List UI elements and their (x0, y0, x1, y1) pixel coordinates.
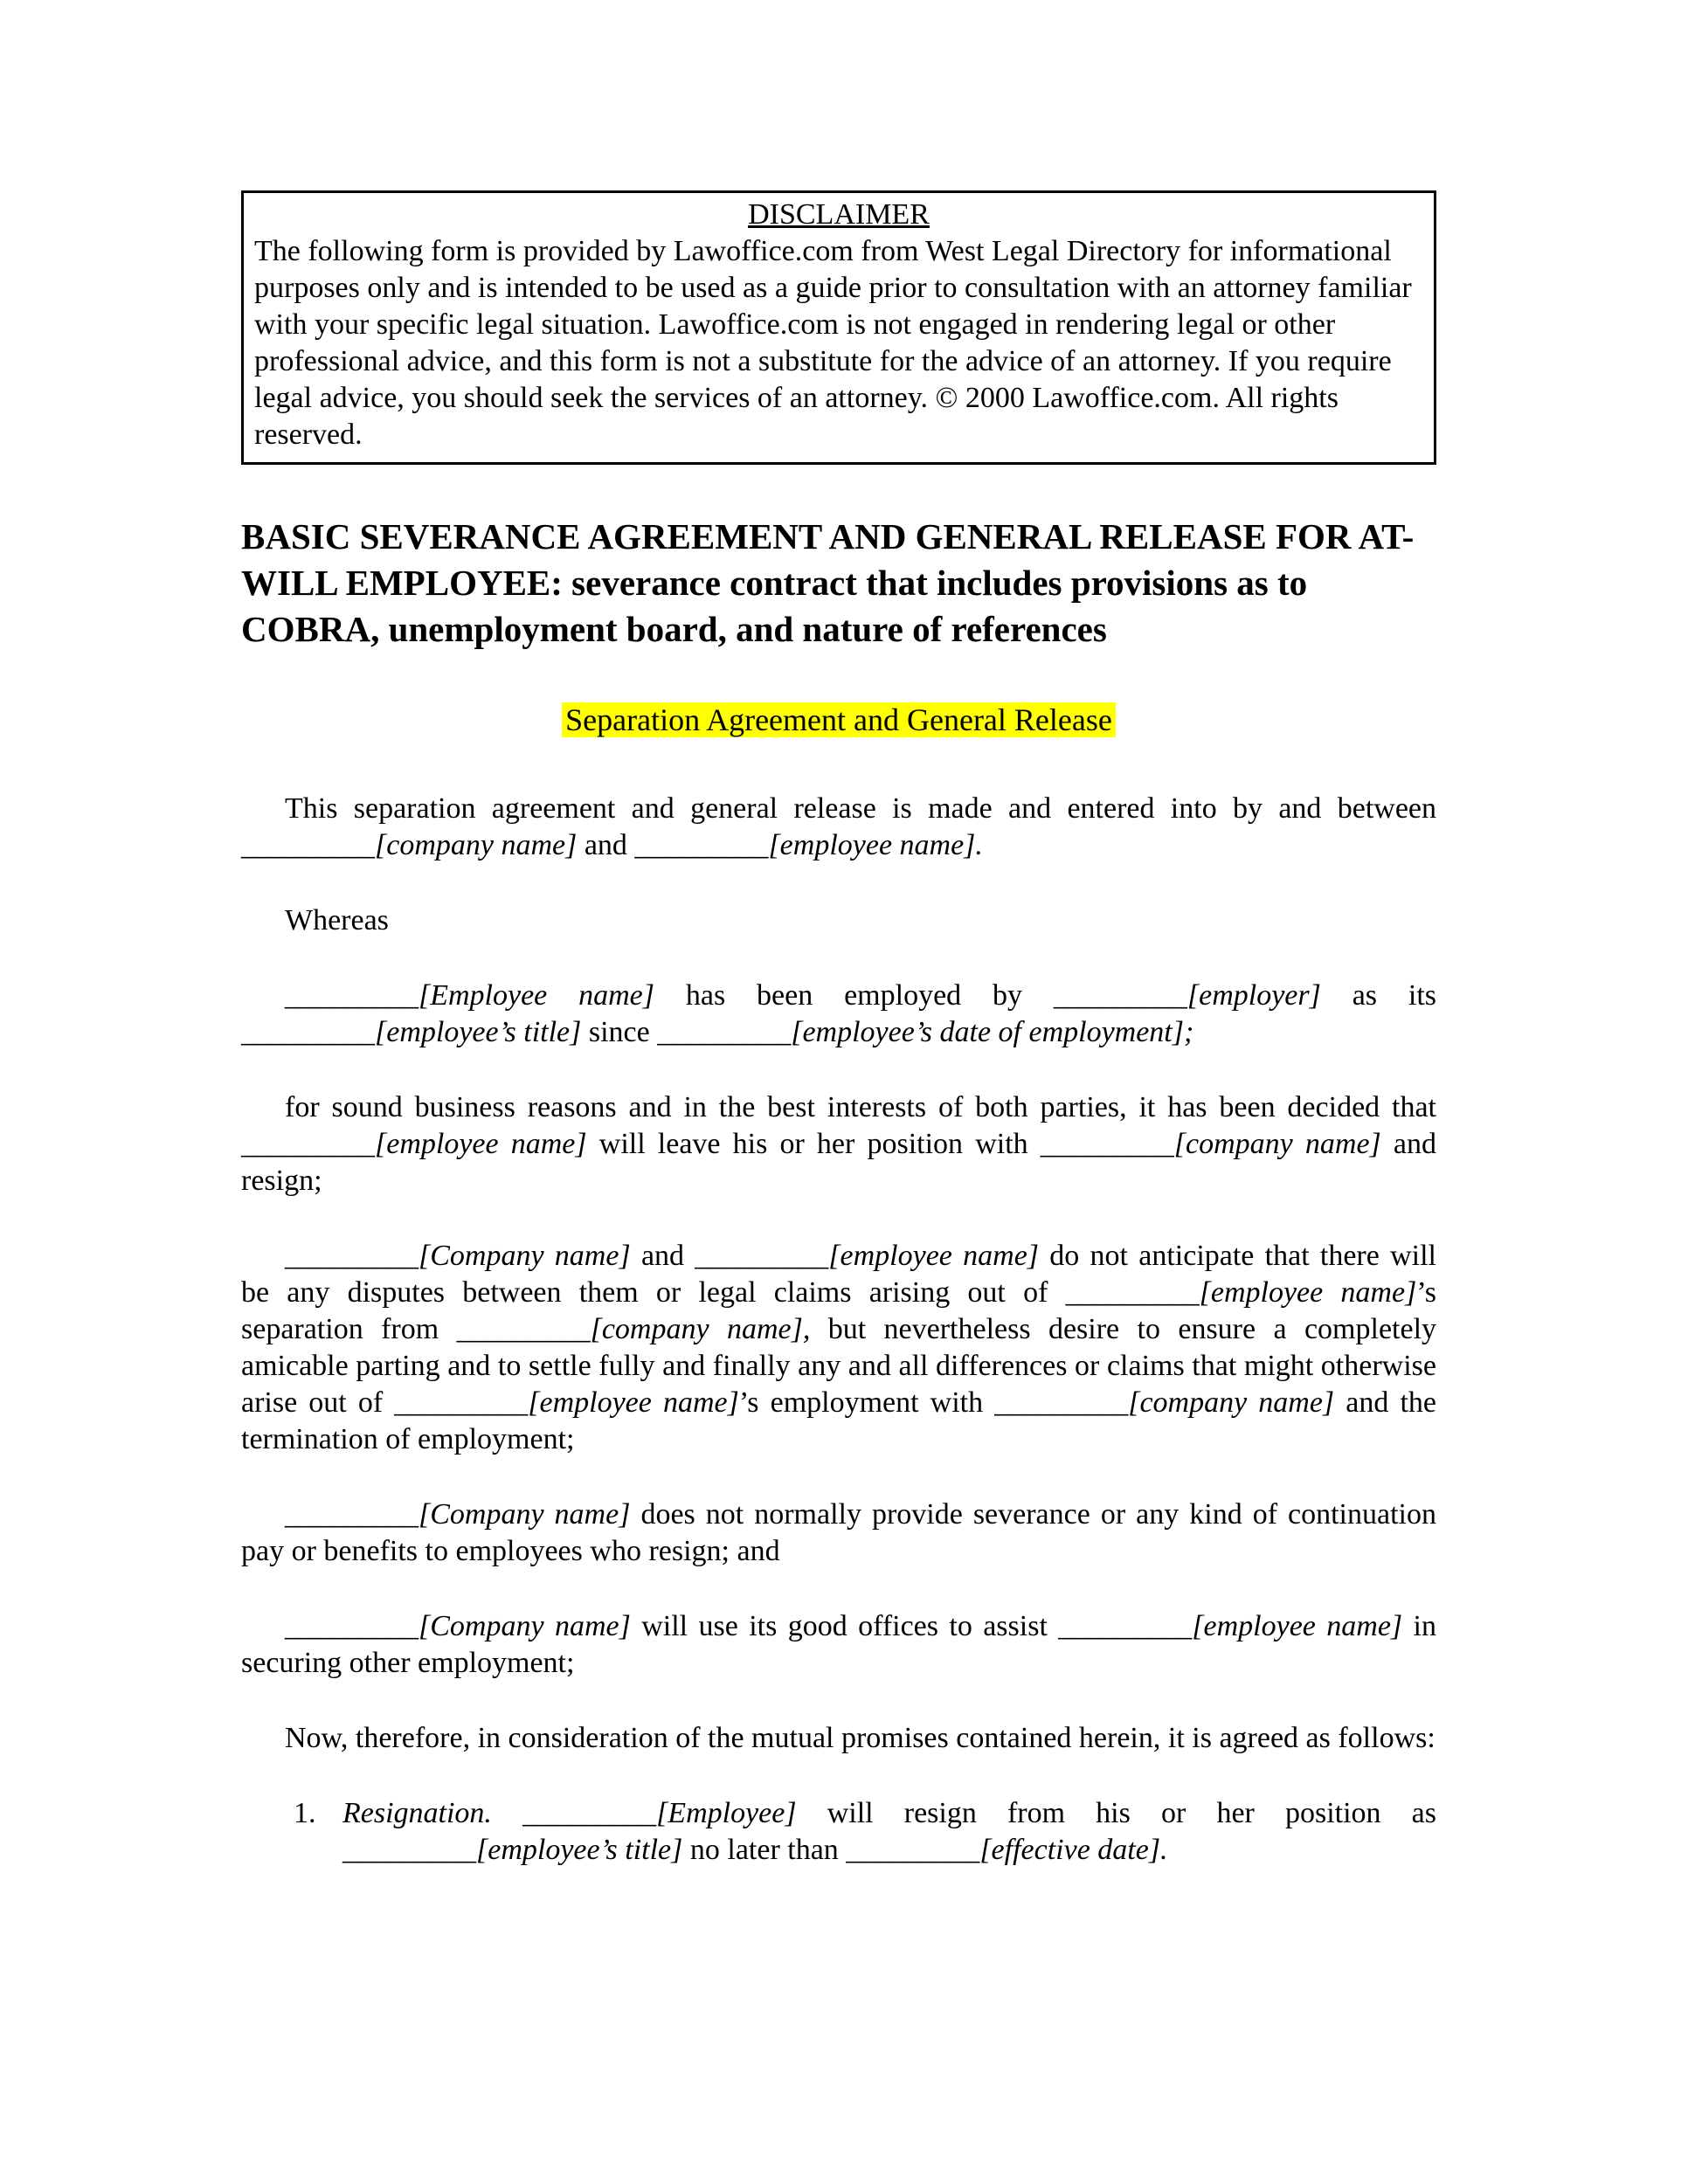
placeholder-text: [employee name]. (768, 829, 983, 861)
text-segment: and _________ (577, 829, 769, 861)
text-segment: has been employed by _________ (654, 979, 1187, 1012)
document-title-highlighted: Separation Agreement and General Release (562, 702, 1116, 737)
placeholder-text: [Employee] (656, 1797, 797, 1829)
paragraph-no-severance-policy (241, 1496, 1436, 1570)
text-segment: no later than _________ (682, 1834, 980, 1866)
text-segment: will use its good offices to assist _________ (630, 1610, 1193, 1642)
text-segment: ’s separation from _________ (241, 1276, 1436, 1345)
text-segment: and _________ (630, 1240, 829, 1272)
placeholder-text: [employee name] (1199, 1276, 1417, 1309)
placeholder-text: [company name] (1128, 1386, 1335, 1419)
text-segment: does not normally provide severance or any kind of continuation pay or benefits to employees who resign; and (241, 1498, 1436, 1567)
text-segment: in securing other employment; (241, 1610, 1436, 1679)
text-segment: will leave his or her position with _________ (586, 1128, 1174, 1160)
placeholder-text: [employee’s title] (476, 1834, 683, 1866)
placeholder-text: Resignation. (342, 1797, 492, 1829)
text-segment: but nevertheless desire to ensure a completely amicable parting and to settle fully and finally any and all differences or claims that might otherwise arise out of _________ (241, 1313, 1437, 1419)
placeholder-text: [employee name] (828, 1240, 1040, 1272)
text-segment: _________ (285, 1240, 419, 1272)
placeholder-text: [Company name] (419, 1240, 631, 1272)
list-item-number: 1. (294, 1797, 316, 1829)
disclaimer-body: The following form is provided by Lawoffice.com from West Legal Directory for informational purposes only and is intended to be used as a guide prior to consultation with an attorney familiar with your specific legal situation. Lawoffice.com is not engaged in rendering legal or other professional advice, and this form is not a substitute for the advice of an attorney. If you require legal advice, you should seek the services of an attorney. © 2000 Lawoffice.com. All rights reserved. (254, 235, 1412, 451)
text-segment: _________ (285, 1498, 419, 1531)
paragraph-business-reasons (241, 1089, 1436, 1199)
placeholder-text: [company name] (1173, 1128, 1381, 1160)
paragraph-parties (241, 791, 1436, 864)
placeholder-text: [company name] (375, 829, 578, 861)
text-segment: do not anticipate that there will be any disputes between them or legal claims arising out of _________ (241, 1240, 1436, 1309)
disclaimer-box (241, 190, 1436, 465)
paragraph-consideration (241, 1720, 1436, 1757)
text-segment: will resign from his or her position as _________ (342, 1797, 1437, 1866)
paragraph-employment-history (241, 978, 1436, 1051)
text-segment: ’s employment with _________ (738, 1386, 1129, 1419)
placeholder-text: [employee name] (1192, 1610, 1403, 1642)
placeholder-text: [employee’s date of employment]; (791, 1016, 1194, 1048)
text-segment: and resign; (241, 1128, 1436, 1197)
placeholder-text: [Company name] (419, 1610, 631, 1642)
text-segment: since _________ (581, 1016, 792, 1048)
placeholder-text: [Employee name] (419, 979, 655, 1012)
placeholder-text: [employee’s title] (375, 1016, 582, 1048)
text-segment: _________ (285, 1610, 419, 1642)
placeholder-text: [company name], (590, 1313, 811, 1345)
text-segment: _________ (285, 979, 419, 1012)
document-title-line (241, 702, 1436, 738)
placeholder-text: [Company name] (419, 1498, 631, 1531)
placeholder-text: [employer] (1186, 979, 1321, 1012)
paragraph-whereas (241, 902, 1436, 939)
text-segment: _________ (491, 1797, 657, 1829)
placeholder-text: [effective date]. (979, 1834, 1168, 1866)
document-heading: BASIC SEVERANCE AGREEMENT AND GENERAL RELEASE FOR AT-WILL EMPLOYEE: severance contract that includes provisions as to COBRA, unemployment board, and nature of references (241, 516, 1415, 649)
text-segment: and the termination of employment; (241, 1386, 1436, 1455)
disclaimer-title: DISCLAIMER (748, 198, 930, 231)
text-segment: Whereas (285, 904, 389, 936)
list-item-resignation (294, 1795, 1436, 1869)
paragraph-no-disputes (241, 1238, 1436, 1458)
text-segment: This separation agreement and general release is made and entered into by and between _________ (241, 792, 1436, 861)
paragraph-good-offices (241, 1608, 1436, 1682)
list-item-content (342, 1795, 1436, 1869)
placeholder-text: [employee name] (528, 1386, 739, 1419)
text-segment: as its _________ (241, 979, 1437, 1048)
text-segment: for sound business reasons and in the best interests of both parties, it has been decided that _________ (241, 1091, 1436, 1160)
placeholder-text: [employee name] (375, 1128, 587, 1160)
text-segment: Now, therefore, in consideration of the mutual promises contained herein, it is agreed as follows: (285, 1722, 1435, 1754)
